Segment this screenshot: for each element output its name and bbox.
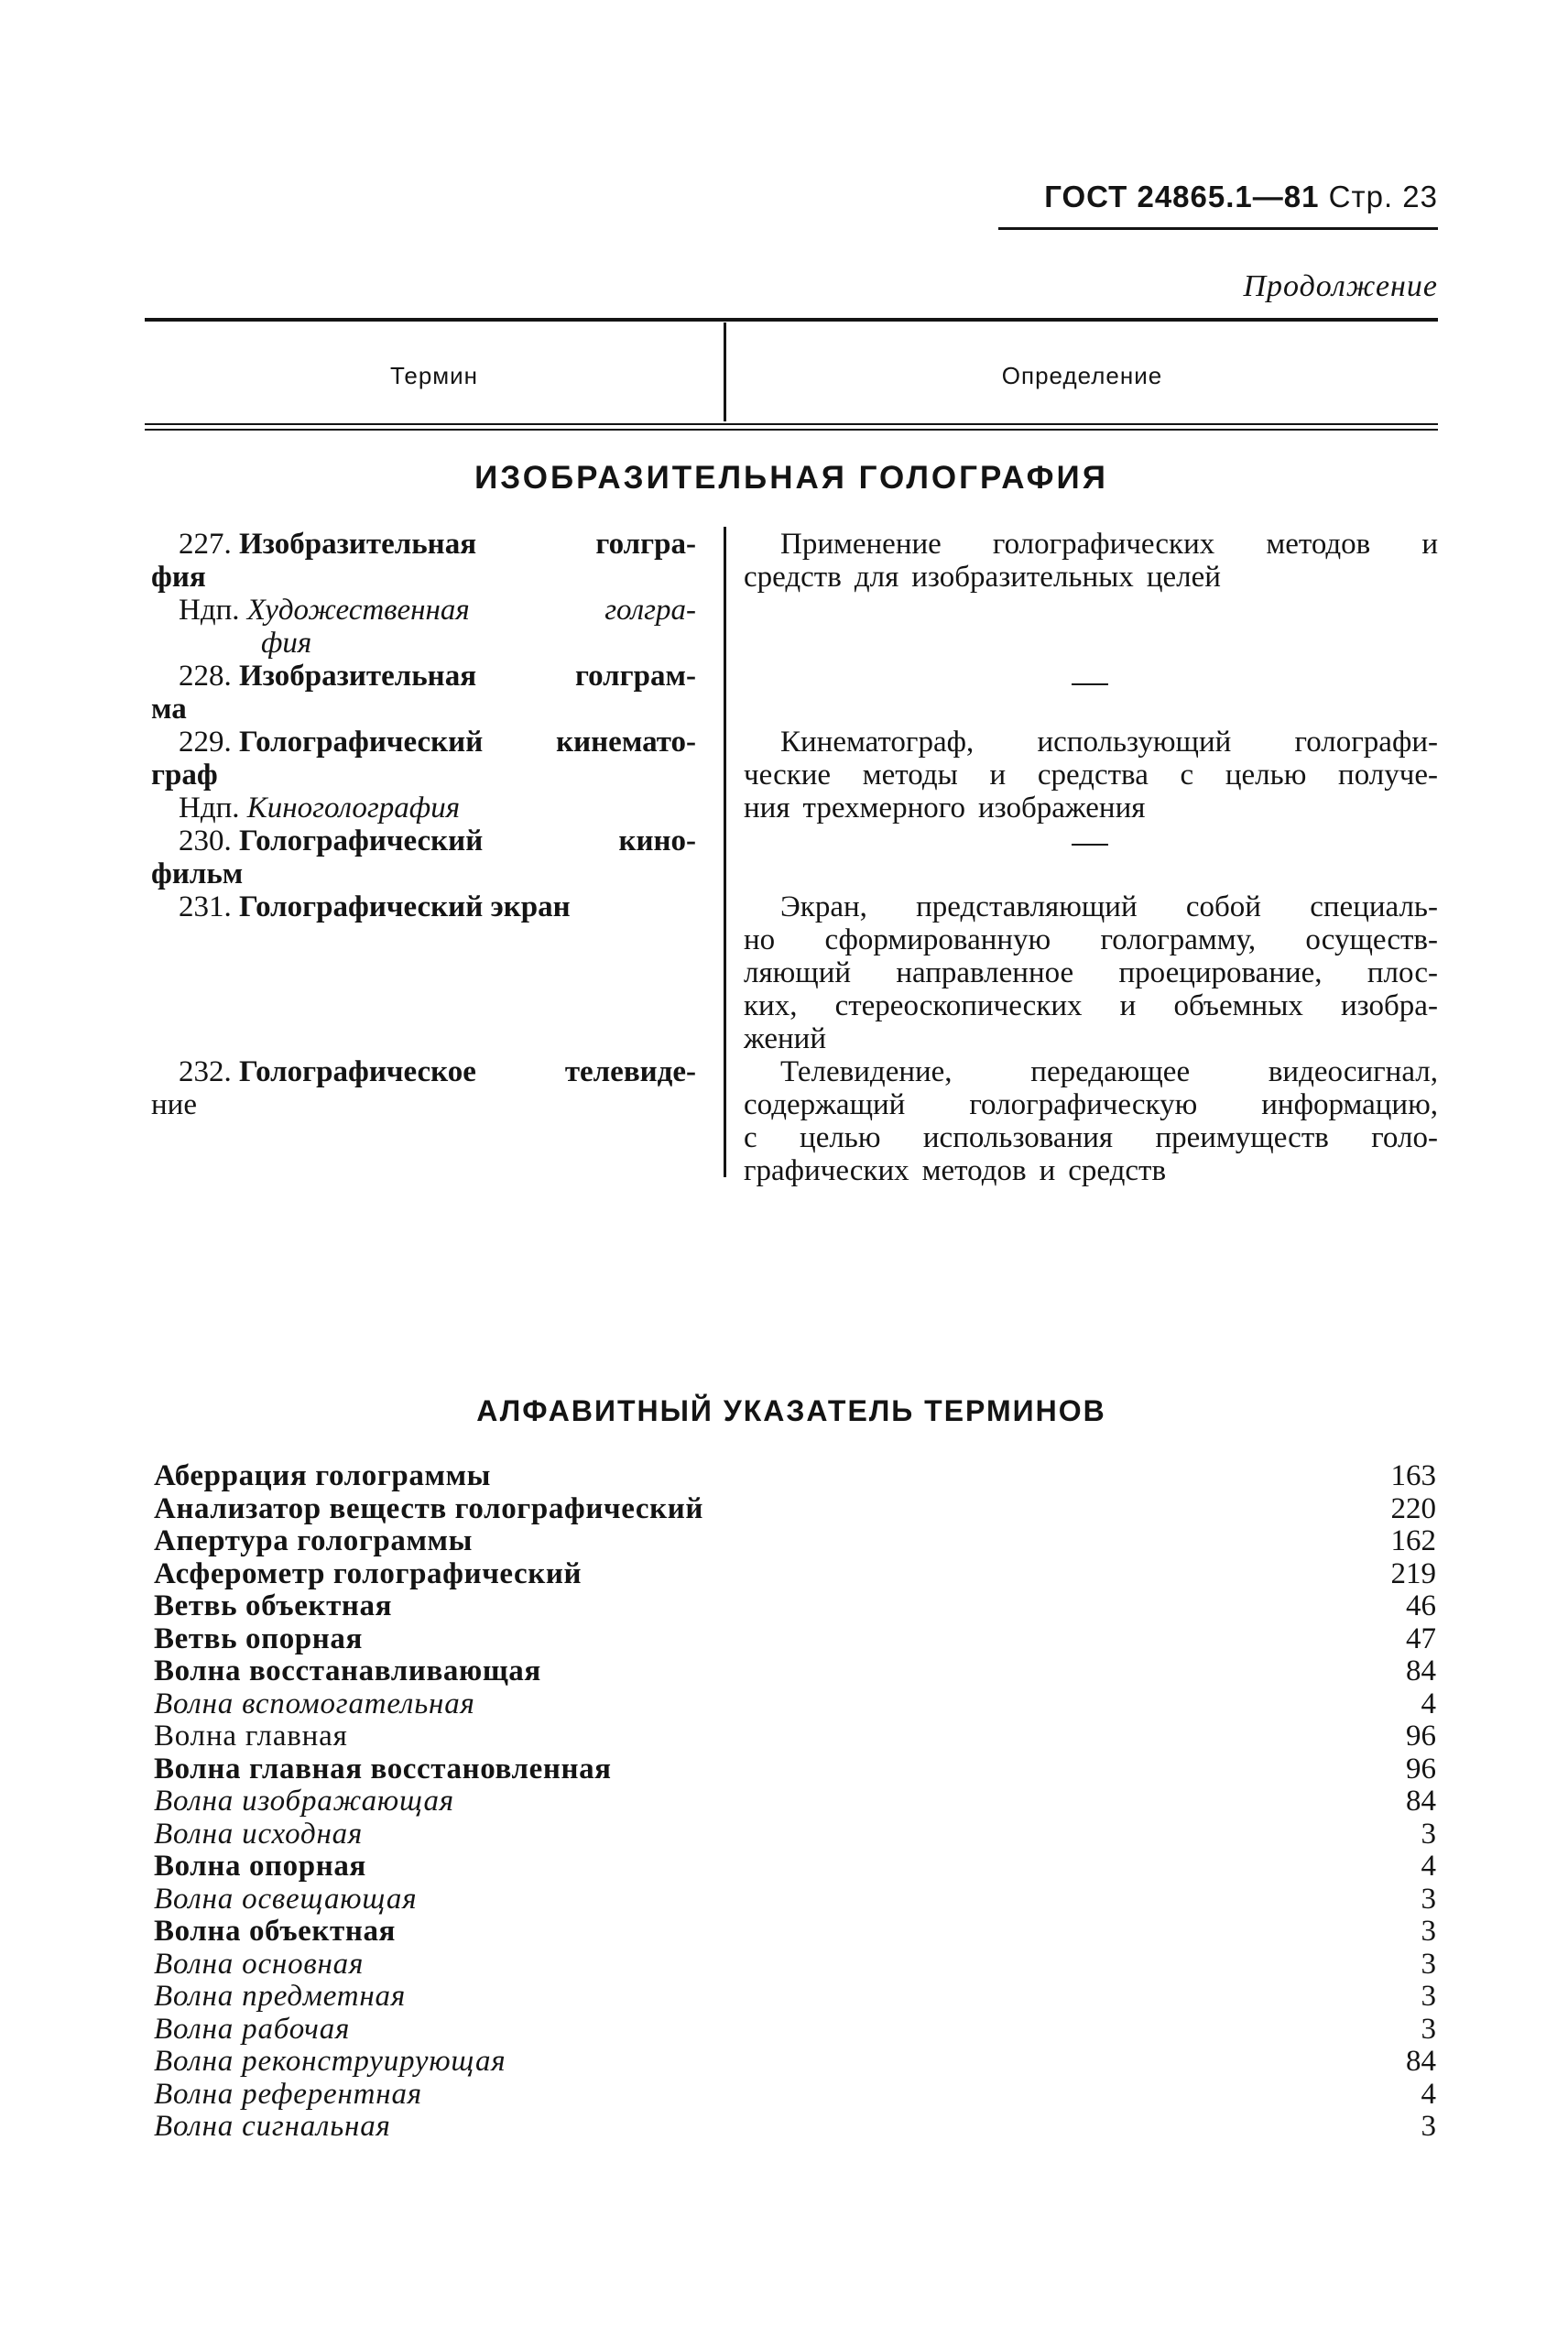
index-page-number: 220 [1390, 1491, 1436, 1525]
index-term: Волна изображающая [154, 1785, 454, 1818]
index-page-number: 46 [1406, 1589, 1436, 1623]
ndp-term: Киноголография [246, 792, 461, 824]
def-word: преимуществ [1155, 1121, 1329, 1154]
term-number: 229. [179, 726, 232, 759]
index-row [154, 1688, 1436, 1721]
index-row [154, 2014, 1436, 2047]
column-header-term: Термин [389, 362, 479, 389]
index-page-number: 3 [1421, 1882, 1436, 1916]
term-number-words [179, 528, 476, 561]
def-word: объемных [1173, 989, 1303, 1022]
definition-line [744, 989, 1438, 1022]
term-word: Изобразительная [239, 528, 477, 561]
index-term: Волна сигнальная [154, 2110, 391, 2144]
term-continuation: ние [151, 1088, 197, 1121]
index-row [154, 1590, 1436, 1623]
definition-line [744, 923, 1438, 956]
definition-line [744, 956, 1438, 989]
continued-label: Продолжение [1243, 269, 1438, 303]
term-number-words [179, 660, 476, 693]
def-word: информацию, [1261, 1088, 1438, 1121]
def-word: целью [800, 1121, 881, 1154]
index-row [154, 1818, 1436, 1851]
def-word: Экран, [780, 890, 867, 923]
index-term: Волна предметная [154, 1980, 406, 2014]
index-term: Волна восстанавливающая [154, 1654, 541, 1688]
index-page-number: 3 [1421, 2110, 1436, 2144]
def-word: изображения [977, 792, 1146, 824]
index-page-number: 47 [1406, 1622, 1436, 1655]
index-term: Аберрация голограммы [154, 1459, 492, 1493]
index-term: Волна реконструирующая [154, 2045, 506, 2079]
term-line [151, 824, 696, 857]
definition-line [744, 1154, 1438, 1187]
index-page-number: 84 [1406, 1654, 1436, 1688]
index-term: Волна освещающая [154, 1882, 418, 1916]
term-line [151, 660, 696, 693]
def-word: и [1119, 989, 1137, 1022]
definition-227 [744, 528, 1438, 594]
index-term: Волна главная [154, 1720, 348, 1753]
term-line [151, 726, 696, 759]
def-word: специаль- [1310, 890, 1438, 923]
index-row [154, 1558, 1436, 1591]
def-word: методов [921, 1154, 1027, 1187]
index-page-number: 3 [1421, 1915, 1436, 1949]
ndp-229 [179, 792, 696, 824]
term-number: 232. [179, 1055, 232, 1088]
term-word: телевиде- [564, 1055, 696, 1088]
term-continuation: фия [151, 561, 206, 594]
index-title: АЛФАВИТНЫЙ УКАЗАТЕЛЬ ТЕРМИНОВ [476, 1394, 1106, 1427]
def-word: голографических [992, 528, 1215, 561]
column-header-definition: Определение [1001, 362, 1163, 389]
ndp-line [179, 792, 696, 824]
index-page-number: 3 [1421, 1980, 1436, 2014]
def-word: сформированную [824, 923, 1051, 956]
def-word: Применение [780, 528, 942, 561]
term-number: 228. [179, 660, 232, 693]
term-228 [151, 660, 696, 726]
ndp-continuation: фия [261, 627, 312, 660]
index-row [154, 1525, 1436, 1558]
index-page-number: 96 [1406, 1720, 1436, 1753]
def-word: средств [1068, 1154, 1167, 1187]
def-word: передающее [1030, 1055, 1191, 1088]
index-list [154, 1460, 1436, 2144]
index-row [154, 2111, 1436, 2144]
page-number: Стр. 23 [1328, 180, 1438, 213]
index-page-number: 4 [1421, 1850, 1436, 1884]
definition-line [744, 1088, 1438, 1121]
index-row [154, 1753, 1436, 1786]
definition-line [744, 792, 1438, 824]
index-page-number: 3 [1421, 1947, 1436, 1981]
def-word: плос- [1367, 956, 1438, 989]
term-continuation: фильм [151, 857, 244, 890]
index-row [154, 1460, 1436, 1493]
term-continuation: граф [151, 759, 218, 792]
term-word: Голографическое [239, 1055, 476, 1088]
def-word: с [744, 1121, 757, 1154]
definition-line [744, 890, 1438, 923]
term-word: кинемато- [556, 726, 696, 759]
def-word: ния [744, 792, 790, 824]
term-227 [151, 528, 696, 594]
index-page-number: 96 [1406, 1752, 1436, 1785]
term-line [151, 890, 696, 923]
def-word: Кинематограф, [780, 726, 975, 759]
def-word: с [1180, 759, 1194, 792]
def-word: изобра- [1341, 989, 1438, 1022]
term-continuation: ма [151, 693, 187, 726]
definition-line [744, 561, 1438, 594]
term-230 [151, 824, 696, 890]
index-term: Ветвь опорная [154, 1622, 363, 1655]
term-word: Голографический экран [239, 890, 571, 923]
ndp-line [179, 594, 696, 627]
definition-line [744, 726, 1438, 759]
index-page-number: 163 [1390, 1459, 1436, 1493]
index-page-number: 219 [1390, 1556, 1436, 1590]
term-number: 227. [179, 528, 232, 561]
term-number-words [179, 824, 483, 857]
index-row [154, 2079, 1436, 2112]
def-word: проецирование, [1118, 956, 1323, 989]
def-word: использующий [1037, 726, 1232, 759]
index-row [154, 1623, 1436, 1656]
section-title: ИЗОБРАЗИТЕЛЬНАЯ ГОЛОГРАФИЯ [474, 460, 1108, 496]
def-word: голографическую [969, 1088, 1198, 1121]
term-word: Голографический [239, 726, 484, 759]
definition-232 [744, 1055, 1438, 1187]
term-number-words [179, 726, 483, 759]
index-term: Волна объектная [154, 1915, 397, 1949]
def-word: голограмму, [1100, 923, 1257, 956]
index-row [154, 1655, 1436, 1688]
term-229 [151, 726, 696, 792]
term-word: кино- [618, 824, 696, 857]
index-term: Апертура голограммы [154, 1524, 473, 1558]
definition-dash-228 [1072, 683, 1108, 685]
def-word: собой [1185, 890, 1261, 923]
header-rule-1 [145, 423, 1438, 425]
def-word: и [1039, 1154, 1056, 1187]
index-row [154, 1785, 1436, 1818]
def-word: направленное [896, 956, 1074, 989]
index-row [154, 1720, 1436, 1753]
def-word: целью [1225, 759, 1307, 792]
def-word: осуществ- [1305, 923, 1438, 956]
index-row [154, 1851, 1436, 1884]
def-word: видеосигнал, [1268, 1055, 1438, 1088]
index-term: Асферометр голографический [154, 1556, 583, 1590]
term-line [151, 1055, 696, 1088]
def-word: получе- [1338, 759, 1438, 792]
term-number: 231. [179, 890, 232, 923]
def-word: представляющий [916, 890, 1138, 923]
def-word: методов [1266, 528, 1371, 561]
index-page-number: 3 [1421, 2012, 1436, 2046]
ndp-label: Ндп. [179, 594, 240, 627]
header-rule [998, 227, 1438, 230]
def-word: стереоскопических [834, 989, 1083, 1022]
def-word: средств [744, 561, 842, 594]
def-word: но [744, 923, 776, 956]
def-word: голо- [1371, 1121, 1438, 1154]
index-row [154, 1493, 1436, 1526]
def-word: ляющий [744, 956, 852, 989]
index-term: Анализатор веществ голографический [154, 1491, 703, 1525]
ndp-word: Художественная [246, 594, 470, 627]
term-word: голгра- [595, 528, 696, 561]
definition-line [744, 759, 1438, 792]
index-page-number: 162 [1390, 1524, 1436, 1558]
index-term: Волна главная восстановленная [154, 1752, 612, 1785]
index-term: Ветвь объектная [154, 1589, 393, 1623]
index-term: Волна основная [154, 1947, 365, 1981]
def-word: ких, [744, 989, 798, 1022]
definition-231 [744, 890, 1438, 1055]
term-number: 230. [179, 824, 232, 857]
standard-header [998, 180, 1438, 214]
header-rule-2 [145, 429, 1438, 431]
term-232 [151, 1055, 696, 1121]
index-row [154, 1884, 1436, 1916]
definition-line [744, 1121, 1438, 1154]
index-term: Волна вспомогательная [154, 1687, 475, 1720]
definition-line [744, 1055, 1438, 1088]
def-word: ческие [744, 759, 832, 792]
def-word: целей [1146, 561, 1221, 594]
def-word: и [1421, 528, 1438, 561]
index-page-number: 4 [1421, 2077, 1436, 2111]
index-term: Волна рабочая [154, 2012, 351, 2046]
ndp-label: Ндп. [179, 792, 240, 824]
def-word: методы [862, 759, 958, 792]
def-word: для [854, 561, 899, 594]
term-line [151, 528, 696, 561]
index-term: Волна опорная [154, 1850, 366, 1884]
def-word: жений [744, 1022, 826, 1055]
term-word: голграм- [574, 660, 696, 693]
term-word: Голографический [239, 824, 484, 857]
definition-line [744, 528, 1438, 561]
term-number-words [179, 1055, 476, 1088]
index-page-number: 84 [1406, 1785, 1436, 1818]
def-word: голографи- [1294, 726, 1438, 759]
index-row [154, 1916, 1436, 1949]
def-word: использования [922, 1121, 1114, 1154]
def-word: и [989, 759, 1007, 792]
term-231 [151, 890, 696, 923]
definition-229 [744, 726, 1438, 824]
index-page-number: 4 [1421, 1687, 1436, 1720]
table-top-rule [145, 318, 1438, 322]
definition-line [744, 1022, 1438, 1055]
def-word: графических [744, 1154, 909, 1187]
def-word: Телевидение, [780, 1055, 953, 1088]
ndp-227 [179, 594, 696, 660]
ndp-word: голгра- [604, 594, 696, 627]
def-word: содержащий [744, 1088, 906, 1121]
standard-number: ГОСТ 24865.1—81 [1044, 180, 1320, 213]
index-row [154, 1949, 1436, 1982]
index-page-number: 84 [1406, 2045, 1436, 2079]
body-column-divider [724, 527, 726, 1177]
term-word: Изобразительная [239, 660, 477, 693]
index-row [154, 1981, 1436, 2014]
def-word: трехмерного [802, 792, 965, 824]
ndp-words [179, 594, 470, 627]
index-page-number: 3 [1421, 1817, 1436, 1851]
def-word: средства [1037, 759, 1149, 792]
index-term: Волна референтная [154, 2077, 422, 2111]
definition-dash-230 [1072, 844, 1108, 846]
def-word: изобразительных [911, 561, 1134, 594]
index-row [154, 2046, 1436, 2079]
index-term: Волна исходная [154, 1817, 364, 1851]
